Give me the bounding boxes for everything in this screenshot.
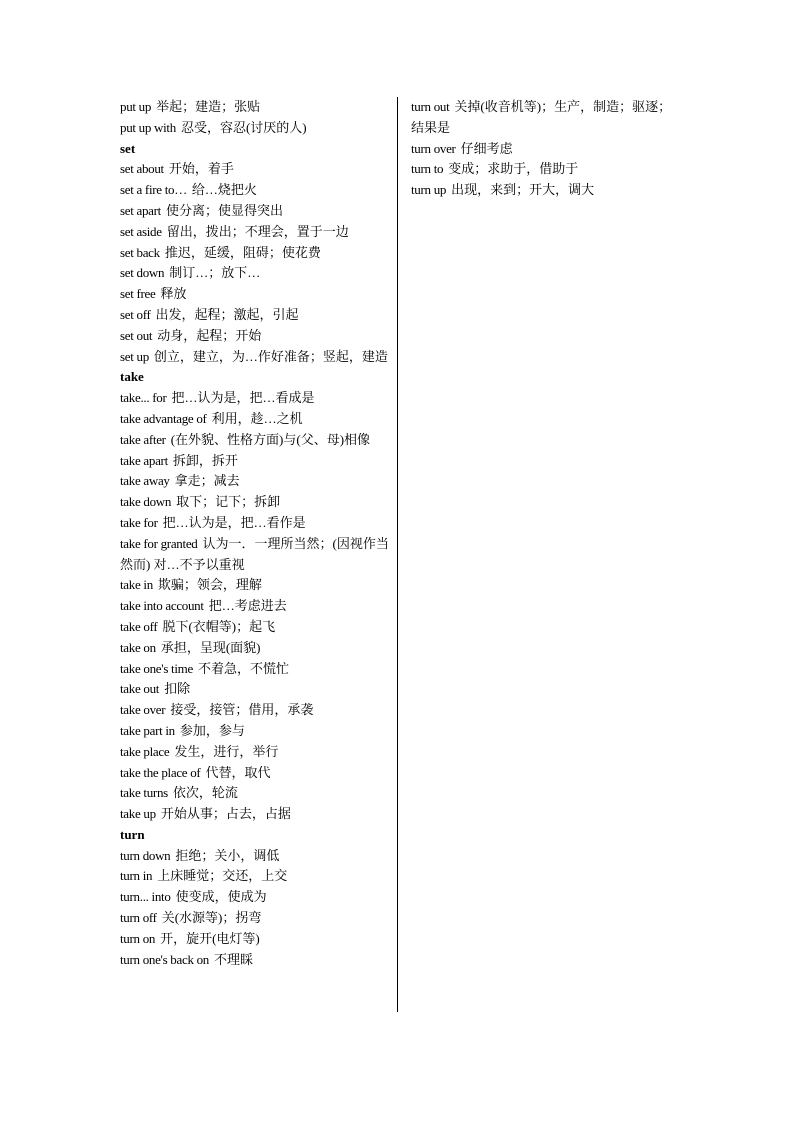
phrase-term: set down xyxy=(120,265,165,281)
phrase-definition: 把…认为是，把…看成是 xyxy=(171,390,315,406)
phrase-term: set off xyxy=(120,306,151,322)
phrase-definition: 不理睬 xyxy=(214,951,254,967)
phrase-definition: 使变成，使成为 xyxy=(175,889,267,905)
column-divider xyxy=(397,97,398,1012)
phrase-entry xyxy=(120,451,390,472)
phrase-definition: 忍受，容忍(讨厌的人) xyxy=(180,119,307,135)
phrase-entry xyxy=(120,742,390,763)
phrase-definition: 认为一．一理所当然；(因视作当然而) 对…不予以重视 xyxy=(120,535,389,572)
phrase-entry xyxy=(120,846,390,867)
phrase-definition: 出现，来到；开大，调大 xyxy=(451,182,595,198)
phrase-entry xyxy=(120,679,390,700)
phrase-term: take in xyxy=(120,577,153,593)
phrase-definition: 制订…；放下… xyxy=(169,265,261,281)
phrase-definition: (在外貌、性格方面)与(父、母)相像 xyxy=(170,431,371,447)
phrase-definition: 出发，起程；激起，引起 xyxy=(155,306,299,322)
phrase-entry xyxy=(411,97,681,139)
phrase-term: take one's time xyxy=(120,660,193,676)
phrase-term: turn down xyxy=(120,847,171,863)
phrase-term: take the place of xyxy=(120,764,201,780)
phrase-term: set out xyxy=(120,327,153,343)
phrase-definition: 脱下(衣帽等)；起飞 xyxy=(162,618,276,634)
phrase-term: set free xyxy=(120,286,156,302)
phrase-term: take up xyxy=(120,806,156,822)
section-heading: set xyxy=(120,140,136,156)
phrase-term: set apart xyxy=(120,202,161,218)
phrase-definition: 把…认为是，把…看作是 xyxy=(162,514,306,530)
phrase-term: set back xyxy=(120,244,160,260)
phrase-term: take into account xyxy=(120,598,204,614)
phrase-definition: 拿走；减去 xyxy=(174,473,240,489)
phrase-entry xyxy=(120,700,390,721)
phrase-definition: 代替，取代 xyxy=(205,764,271,780)
phrase-entry xyxy=(120,388,390,409)
phrase-definition: 举起；建造；张贴 xyxy=(156,99,261,114)
phrase-definition: 关掉(收音机等)；生产，制造；驱逐；结果是 xyxy=(411,99,672,135)
phrase-term: take advantage of xyxy=(120,410,207,426)
phrase-entry xyxy=(120,222,390,243)
phrase-entry xyxy=(120,201,390,222)
phrase-term: take turns xyxy=(120,785,168,801)
phrase-definition: 仔细考虑 xyxy=(460,140,513,156)
phrase-definition: 开始从事；占去，占据 xyxy=(160,806,291,822)
phrase-entry xyxy=(120,721,390,742)
phrase-definition: 扣除 xyxy=(164,681,191,697)
phrase-term: set up xyxy=(120,348,149,364)
phrase-definition: 参加，参与 xyxy=(179,722,245,738)
phrase-entry xyxy=(120,659,390,680)
phrase-term: set a fire to… xyxy=(120,182,187,198)
phrase-entry xyxy=(120,513,390,534)
phrase-term: take for xyxy=(120,514,158,530)
phrase-entry xyxy=(120,326,390,347)
phrase-entry xyxy=(120,804,390,825)
phrase-term: take down xyxy=(120,494,172,510)
phrase-definition: 释放 xyxy=(160,286,187,302)
phrase-term: take after xyxy=(120,431,166,447)
phrase-entry xyxy=(120,887,390,908)
phrase-definition: 开始，着手 xyxy=(168,161,234,177)
phrase-definition: 拒绝；关小，调低 xyxy=(175,847,280,863)
phrase-definition: 推迟，延缓，阻碍；使花费 xyxy=(164,244,321,260)
phrase-term: take part in xyxy=(120,722,175,738)
phrase-term: put up with xyxy=(120,119,176,135)
phrase-definition: 创立，建立，为…作好准备；竖起，建造 xyxy=(153,348,388,364)
phrase-definition: 给…烧把火 xyxy=(191,182,257,198)
right-column xyxy=(411,97,681,201)
phrase-entry xyxy=(120,575,390,596)
phrase-definition: 取下；记下；拆卸 xyxy=(176,494,281,510)
phrase-definition: 上床睡觉；交还，上交 xyxy=(157,868,288,884)
phrase-definition: 发生，进行，举行 xyxy=(174,743,279,759)
phrase-term: take... for xyxy=(120,390,167,406)
phrase-entry xyxy=(120,638,390,659)
phrase-term: turn... into xyxy=(120,889,171,905)
phrase-definition: 利用，趁…之机 xyxy=(211,410,303,426)
phrase-term: turn up xyxy=(411,182,447,198)
phrase-definition: 把…考虑进去 xyxy=(208,598,287,614)
phrase-term: turn to xyxy=(411,161,444,177)
phrase-entry xyxy=(120,243,390,264)
phrase-entry xyxy=(120,471,390,492)
phrase-term: turn over xyxy=(411,140,456,156)
phrase-term: put up xyxy=(120,99,152,114)
phrase-entry xyxy=(120,492,390,513)
phrase-term: set aside xyxy=(120,223,162,239)
phrase-entry xyxy=(120,118,390,139)
phrase-entry xyxy=(120,763,390,784)
phrase-entry xyxy=(120,97,390,118)
phrase-entry xyxy=(120,929,390,950)
phrase-term: turn off xyxy=(120,910,157,926)
phrase-definition: 关(水源等)；拐弯 xyxy=(161,910,262,926)
section-heading: turn xyxy=(120,826,145,842)
phrase-entry xyxy=(120,305,390,326)
phrase-entry xyxy=(120,409,390,430)
phrase-definition: 接受，接管；借用，承袭 xyxy=(170,702,314,718)
phrase-entry xyxy=(120,534,390,576)
phrase-definition: 不着急，不慌忙 xyxy=(197,660,289,676)
phrase-definition: 欺骗；领会，理解 xyxy=(157,577,262,593)
phrase-definition: 动身，起程；开始 xyxy=(157,327,262,343)
phrase-term: take on xyxy=(120,639,156,655)
phrase-entry xyxy=(120,430,390,451)
phrase-entry xyxy=(120,950,390,971)
phrase-definition: 使分离；使显得突出 xyxy=(165,202,283,218)
phrase-entry xyxy=(411,159,681,180)
phrase-entry xyxy=(120,347,390,368)
phrase-definition: 依次，轮流 xyxy=(172,785,238,801)
phrase-term: take place xyxy=(120,743,170,759)
phrase-entry xyxy=(120,617,390,638)
phrase-term: take apart xyxy=(120,452,168,468)
phrase-entry xyxy=(120,159,390,180)
phrase-term: turn in xyxy=(120,868,153,884)
phrase-term: take out xyxy=(120,681,160,697)
phrase-definition: 开，旋开(电灯等) xyxy=(160,930,260,946)
phrase-entry xyxy=(120,180,390,201)
phrase-term: take for granted xyxy=(120,535,198,551)
phrase-term: take over xyxy=(120,702,166,718)
phrase-term: take away xyxy=(120,473,170,489)
phrase-term: turn on xyxy=(120,930,156,946)
phrase-entry xyxy=(411,180,681,201)
phrase-definition: 留出，拨出；不理会，置于一边 xyxy=(166,223,349,239)
phrase-entry xyxy=(120,596,390,617)
phrase-term: turn out xyxy=(411,99,450,114)
phrase-term: set about xyxy=(120,161,164,177)
phrase-entry xyxy=(411,139,681,160)
phrase-entry xyxy=(120,263,390,284)
phrase-definition: 拆卸，拆开 xyxy=(172,452,238,468)
phrase-entry xyxy=(120,908,390,929)
phrase-term: take off xyxy=(120,618,158,634)
left-column xyxy=(120,97,390,970)
phrase-entry xyxy=(120,284,390,305)
phrase-definition: 承担，呈现(面貌) xyxy=(160,639,261,655)
section-heading: take xyxy=(120,369,144,385)
phrase-entry xyxy=(120,866,390,887)
phrase-definition: 变成；求助于，借助于 xyxy=(448,161,579,177)
phrase-entry xyxy=(120,783,390,804)
phrase-term: turn one's back on xyxy=(120,951,210,967)
